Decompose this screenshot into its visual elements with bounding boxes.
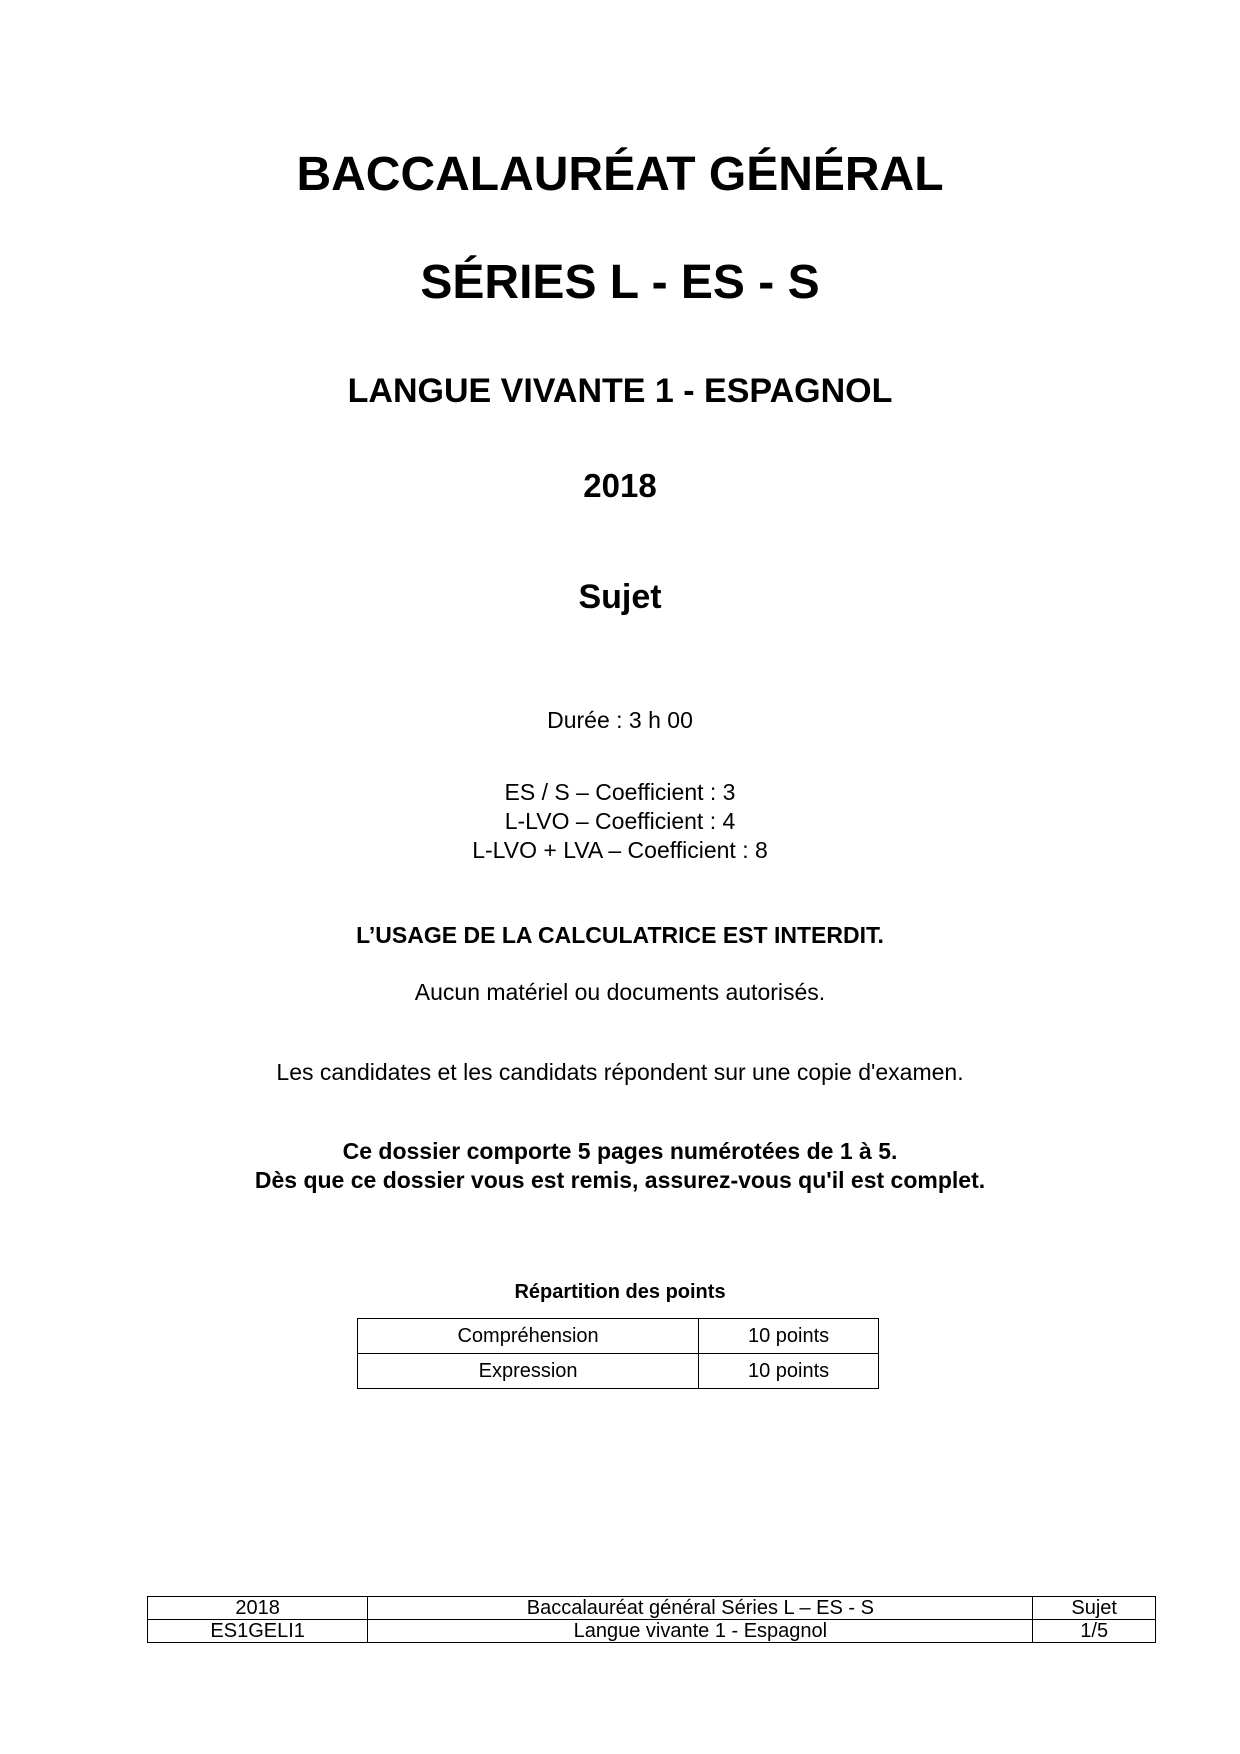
footer-type-cell: Sujet [1033, 1597, 1156, 1620]
coefficient-line: L-LVO – Coefficient : 4 [504, 808, 736, 834]
footer-title-cell: Baccalauréat général Séries L – ES - S [368, 1597, 1033, 1620]
footer-subject-cell: Langue vivante 1 - Espagnol [368, 1620, 1033, 1643]
points-section-cell: Expression [358, 1354, 699, 1389]
points-value-cell: 10 points [699, 1354, 879, 1389]
coefficient-line: L-LVO + LVA – Coefficient : 8 [472, 837, 768, 863]
exam-series: SÉRIES L - ES - S [420, 256, 820, 309]
exam-type: Sujet [578, 578, 662, 616]
table-row [148, 1620, 1156, 1643]
completeness-notice: Dès que ce dossier vous est remis, assurez-vous qu'il est complet. [254, 1167, 986, 1193]
points-table [357, 1318, 879, 1389]
coefficient-line: ES / S – Coefficient : 3 [504, 779, 736, 805]
exam-subject: LANGUE VIVANTE 1 - ESPAGNOL [347, 372, 893, 410]
footer-year-cell: 2018 [148, 1597, 368, 1620]
exam-year: 2018 [583, 467, 657, 504]
footer-page-number-cell: 1/5 [1033, 1620, 1156, 1643]
table-row [358, 1354, 879, 1389]
footer-code-cell: ES1GELI1 [148, 1620, 368, 1643]
calculator-notice: L’USAGE DE LA CALCULATRICE EST INTERDIT. [356, 922, 884, 948]
pages-notice: Ce dossier comporte 5 pages numérotées de 1 à 5. [342, 1138, 898, 1164]
answer-sheet-notice: Les candidates et les candidats répondent sur une copie d'examen. [276, 1059, 964, 1085]
table-row [148, 1597, 1156, 1620]
materials-notice: Aucun matériel ou documents autorisés. [414, 979, 826, 1005]
points-section-cell: Compréhension [358, 1319, 699, 1354]
exam-title: BACCALAURÉAT GÉNÉRAL [296, 148, 944, 201]
points-value-cell: 10 points [699, 1319, 879, 1354]
footer-table [147, 1596, 1156, 1643]
points-table-title: Répartition des points [514, 1281, 726, 1303]
table-row [358, 1319, 879, 1354]
exam-duration: Durée : 3 h 00 [547, 707, 693, 733]
